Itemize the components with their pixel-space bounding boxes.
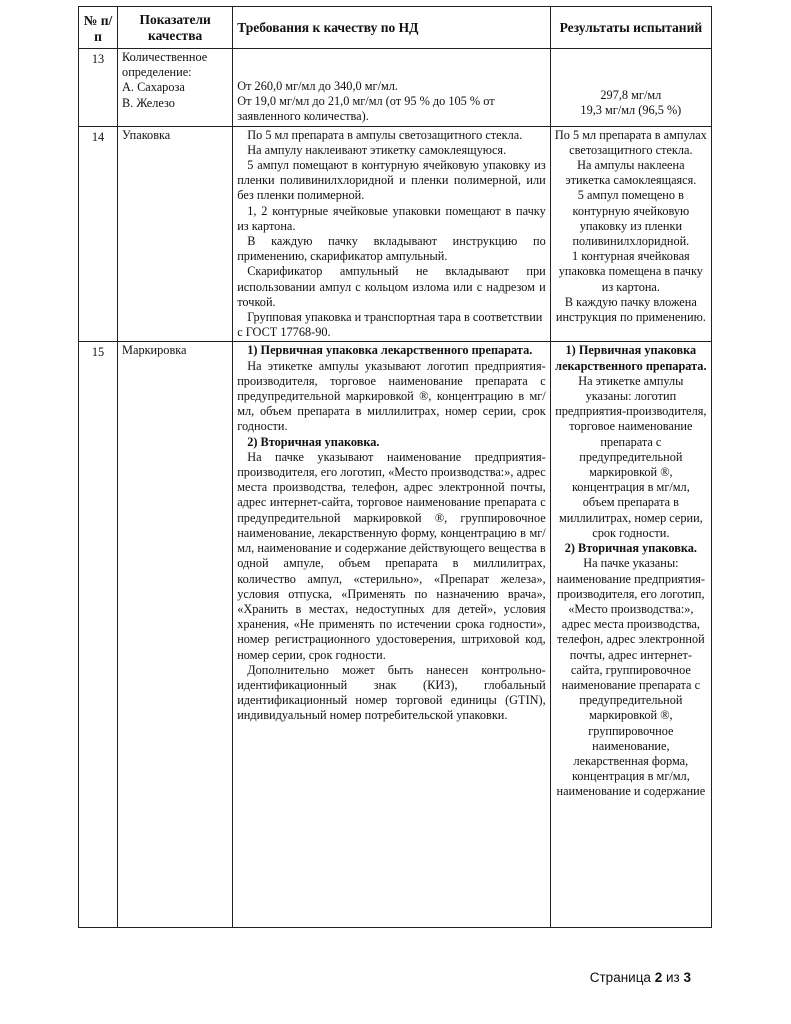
requirement-text: От 260,0 мг/мл до 340,0 мг/мл. bbox=[237, 79, 398, 93]
header-row bbox=[79, 7, 712, 49]
row-number: 13 bbox=[79, 49, 118, 127]
result-text: На ампулы наклеена этикетка самоклеящаяся. bbox=[565, 158, 697, 188]
row-indicator: Маркировка bbox=[118, 342, 233, 928]
primary-packaging-text: На этикетке ампулы указаны: логотип предприятия-производителя, торговое наименование препарата с предупредительной маркировкой ®, концентрация в мг/мл, объем препарата в миллилитрах, номер серии, срок годности. bbox=[555, 373, 707, 540]
requirement-text: Групповая упаковка и транспортная тара в соответствии с ГОСТ 17768-90. bbox=[237, 310, 543, 340]
result-text: 297,8 мг/мл bbox=[600, 88, 662, 102]
secondary-packaging-text: На пачке указаны: наименование предприятия-производителя, его логотип, «Место производства:», адрес места производства, телефон, адрес электронной почты, адрес интернет-сайта, группировочное наименование препарата с предупредительной маркировкой ®, группировочное наименование, лекарственная форма, концентрация в мг/мл, наименование и содержание bbox=[556, 556, 706, 799]
primary-packaging-title: 1) Первичная упаковка лекарственного препарата. bbox=[247, 343, 533, 358]
requirement-text: На ампулу наклеивают этикетку самоклеящуюся. bbox=[247, 142, 507, 157]
secondary-packaging-text: На пачке указывают наименование предприятия-производителя, его логотип, «Место производства:», адрес места производства, телефон, адрес электронной почты, адрес интернет-сайта, торговое наименование препарата с предупредительной маркировкой ®, группировочное наименование, лекарственную форму, концентрацию в мг/мл, наименование и содержание действующего вещества в одной ампуле, объем препарата в миллилитрах, количество ампул, «стерильно», «Препарат железа», условия отпуска, «Применять по назначению врача», «Хранить в местах, недоступных для детей», условия хранения, «Не применять по истечении срока годности», номер регистрационного удостоверения, штриховой код, номер серии, срок годности. bbox=[237, 449, 546, 662]
row-results bbox=[550, 126, 711, 342]
row-indicator: Упаковка bbox=[118, 126, 233, 342]
row-requirements bbox=[233, 49, 551, 127]
secondary-packaging-title: 2) Вторичная упаковка. bbox=[247, 434, 380, 449]
result-text: 5 ампул помещено в контурную ячейковую упаковку из пленки поливинилхлоридной. bbox=[572, 188, 690, 249]
result-text: В каждую пачку вложена инструкция по применению. bbox=[555, 294, 706, 325]
requirement-text: В каждую пачку вкладывают инструкцию по применению, скарификатор ампульный. bbox=[237, 234, 546, 264]
page-footer bbox=[590, 970, 691, 985]
row-results bbox=[550, 49, 711, 127]
indicator-line: Количественное определение: bbox=[122, 50, 208, 80]
footer-total: 3 bbox=[683, 970, 691, 985]
header-results: Результаты испытаний bbox=[550, 7, 711, 49]
indicator-line: В. Железо bbox=[122, 95, 175, 110]
requirement-text: По 5 мл препарата в ампулы светозащитного стекла. bbox=[247, 127, 523, 142]
result-text: 19,3 мг/мл (96,5 %) bbox=[580, 103, 682, 118]
requirement-text: 1, 2 контурные ячейковые упаковки помещают в пачку из картона. bbox=[237, 203, 546, 233]
requirement-text: От 19,0 мг/мл до 21,0 мг/мл (от 95 % до 105 % от заявленного количества). bbox=[237, 94, 495, 124]
table-row bbox=[79, 126, 712, 342]
secondary-packaging-title: 2) Вторичная упаковка. bbox=[564, 541, 697, 556]
additional-text: Дополнительно может быть нанесен контрольно-идентификационный знак (КИЗ), глобальный идентификационный номер торговой единицы (GTIN), индивидуальный номер потребительской упаковки. bbox=[237, 662, 546, 723]
result-text: 1 контурная ячейковая упаковка помещена в пачку из картона. bbox=[558, 249, 703, 294]
requirement-text: Скарификатор ампульный не вкладывают при использовании ампул с кольцом излома или с надрезом и точкой. bbox=[237, 264, 546, 309]
row-requirements bbox=[233, 126, 551, 342]
footer-page: 2 bbox=[654, 970, 663, 985]
table-row bbox=[79, 49, 712, 127]
header-indicator: Показатели качества bbox=[118, 7, 233, 49]
row-number: 15 bbox=[79, 342, 118, 928]
requirement-text: 5 ампул помещают в контурную ячейковую упаковку из пленки поливинилхлоридной и пленки полимерной, или без пленки полимерной. bbox=[237, 158, 546, 203]
header-no: № п/п bbox=[79, 7, 118, 49]
header-requirements: Требования к качеству по НД bbox=[233, 7, 551, 49]
primary-packaging-text: На этикетке ампулы указывают логотип предприятия-производителя, торговое наименование препарата с предупредительной маркировкой ®, концентрацию в мг/мл, объем препарата в миллилитрах, номер серии, срок годности. bbox=[237, 358, 546, 434]
footer-prefix: Страница bbox=[589, 970, 651, 985]
row-results bbox=[550, 342, 711, 928]
primary-packaging-title: 1) Первичная упаковка лекарственного препарата. bbox=[555, 343, 707, 373]
row-indicator bbox=[118, 49, 233, 127]
footer-of: из bbox=[665, 970, 680, 985]
quality-table bbox=[78, 6, 712, 928]
row-requirements bbox=[233, 342, 551, 928]
table-row bbox=[79, 342, 712, 928]
result-text: По 5 мл препарата в ампулах светозащитного стекла. bbox=[554, 127, 707, 157]
row-number: 14 bbox=[79, 126, 118, 342]
indicator-line: А. Сахароза bbox=[122, 80, 185, 95]
